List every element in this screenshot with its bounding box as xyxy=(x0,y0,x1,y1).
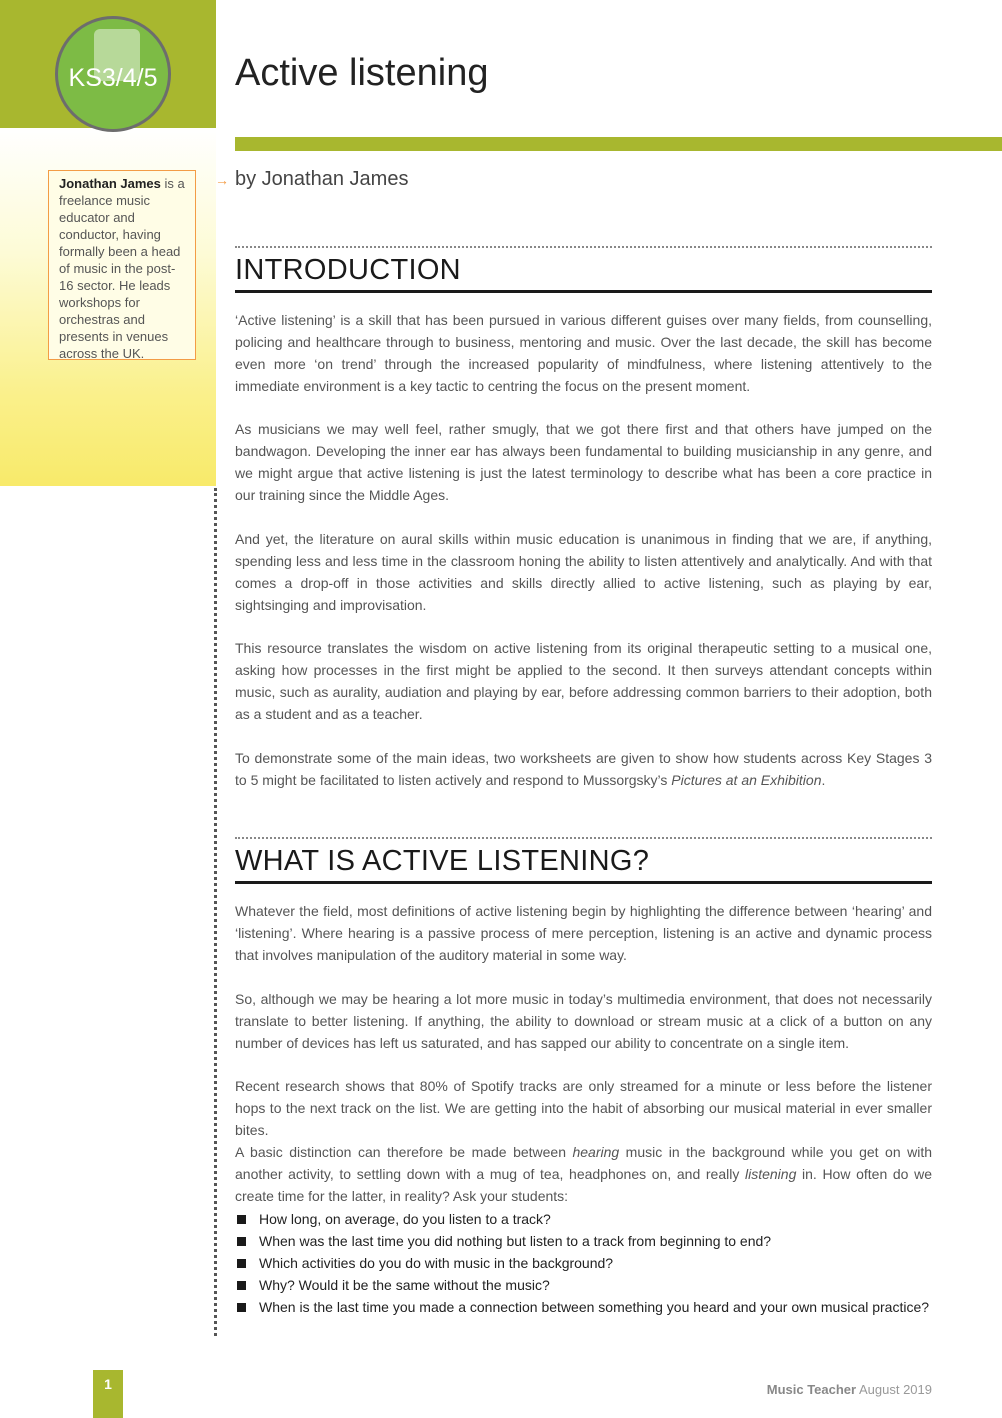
square-bullet-icon xyxy=(237,1215,246,1224)
work-title: Pictures at an Exhibition xyxy=(671,772,822,788)
author-bio-text: is a freelance music educator and conductor, having formally been a head of music in the post-16 sector. He leads workshops for orchestras and presents in venues across the UK. xyxy=(59,176,185,361)
square-bullet-icon xyxy=(237,1259,246,1268)
list-item-text: When is the last time you made a connection between something you heard and your own musical practice? xyxy=(259,1299,930,1315)
paragraph-text: music in the background while you get on with another activity, to settling down with a mug of tea, headphones on, and really xyxy=(235,1144,933,1182)
footer-magazine: Music Teacher xyxy=(766,1382,857,1397)
paragraph: And yet, the literature on aural skills within music education is unanimous in finding that we are, if anything, spending less and less time in the classroom honing the ability to listen attentively and analytically. And with that comes a drop-off in those activities and skills directly allied to active listening, such as playing by ear, sightsinging and improvisation. xyxy=(235,531,932,613)
paragraph: As musicians we may well feel, rather smugly, that we got there first and that others have jumped on the bandwagon. Developing the inner ear has always been fundamental to building musicianship in any genre, and we might argue that active listening is just the latest terminology to describe what has been a core practice in our training since the Middle Ages. xyxy=(235,421,932,503)
paragraph: ‘Active listening’ is a skill that has been pursued in various different guises over many fields, from counselling, policing and healthcare through to business, mentoring and music. Over the last decade, the skill has become even more ‘on trend’ through the increased popularity of mindfulness, where listening attentively to the immediate environment is a key tactic to centring the focus on the present moment. xyxy=(235,312,932,394)
list-item-text: Why? Would it be the same without the music? xyxy=(259,1277,550,1293)
paragraph-text: A basic distinction can therefore be made between xyxy=(235,1144,573,1160)
section-heading-introduction: INTRODUCTION xyxy=(235,254,461,286)
paragraph xyxy=(235,1141,932,1207)
author-bio-box xyxy=(48,170,196,360)
paragraph: Recent research shows that 80% of Spotify tracks are only streamed for a minute or less before the listener hops to the next track on the list. We are getting into the habit of absorbing our musical material in ever smaller bites. xyxy=(235,1078,932,1138)
question-list xyxy=(235,1208,932,1318)
section-heading-what-is-active-listening: WHAT IS ACTIVE LISTENING? xyxy=(235,845,650,877)
byline: by Jonathan James xyxy=(235,168,409,190)
list-item xyxy=(235,1230,932,1252)
square-bullet-icon xyxy=(237,1303,246,1312)
paragraph-text: . xyxy=(821,772,826,788)
page-number: 1 xyxy=(93,1370,123,1418)
emphasis: listening xyxy=(744,1166,797,1182)
section-dotted-rule xyxy=(235,837,932,839)
footer-date: August 2019 xyxy=(856,1382,932,1397)
footer-publication xyxy=(767,1382,932,1397)
paragraph-text: in. How often do we create time for the latter, in reality? Ask your students: xyxy=(235,1166,932,1204)
paragraph-text: To demonstrate some of the main ideas, two worksheets are given to show how students across Key Stages 3 to 5 might be facilitated to listen actively and respond to Mussorgsky’s xyxy=(235,750,932,788)
square-bullet-icon xyxy=(237,1237,246,1246)
list-item xyxy=(235,1208,932,1230)
badge-label: KS3/4/5 xyxy=(68,64,158,92)
list-item-text: Which activities do you do with music in the background? xyxy=(259,1255,614,1271)
list-item xyxy=(235,1252,932,1274)
page-title: Active listening xyxy=(235,52,489,94)
emphasis: hearing xyxy=(572,1144,620,1160)
section-rule xyxy=(235,881,932,884)
paragraph: This resource translates the wisdom on active listening from its original therapeutic setting to a musical one, asking how processes in the first might be applied to the second. It then surveys attendant concepts within music, such as aurality, audiation and playing by ear, before addressing common barriers to their adoption, both as a student and as a teacher. xyxy=(235,640,932,722)
paragraph xyxy=(235,747,932,791)
paragraph: So, although we may be hearing a lot more music in today’s multimedia environment, that does not necessarily translate to better listening. If anything, the ability to download or stream music at a click of a button on any number of devices has left us saturated, and has sapped our ability to concentrate on a single item. xyxy=(235,991,932,1051)
paragraph: Whatever the field, most definitions of active listening begin by highlighting the difference between ‘hearing’ and ‘listening’. Where hearing is a passive process of mere perception, listening is an active and dynamic process that involves manipulation of the auditory material in some way. xyxy=(235,903,932,963)
title-bar xyxy=(235,137,1002,151)
section-dotted-rule xyxy=(235,246,932,248)
list-item xyxy=(235,1296,932,1318)
author-bio-name: Jonathan James xyxy=(59,176,161,191)
list-item-text: How long, on average, do you listen to a track? xyxy=(259,1211,551,1227)
key-stage-badge xyxy=(55,16,171,132)
list-item-text: When was the last time you did nothing but listen to a track from beginning to end? xyxy=(259,1233,772,1249)
square-bullet-icon xyxy=(237,1281,246,1290)
section-rule xyxy=(235,290,932,293)
list-item xyxy=(235,1274,932,1296)
dotted-divider-vertical xyxy=(214,488,217,1336)
arrow-right-icon: → xyxy=(215,172,229,188)
